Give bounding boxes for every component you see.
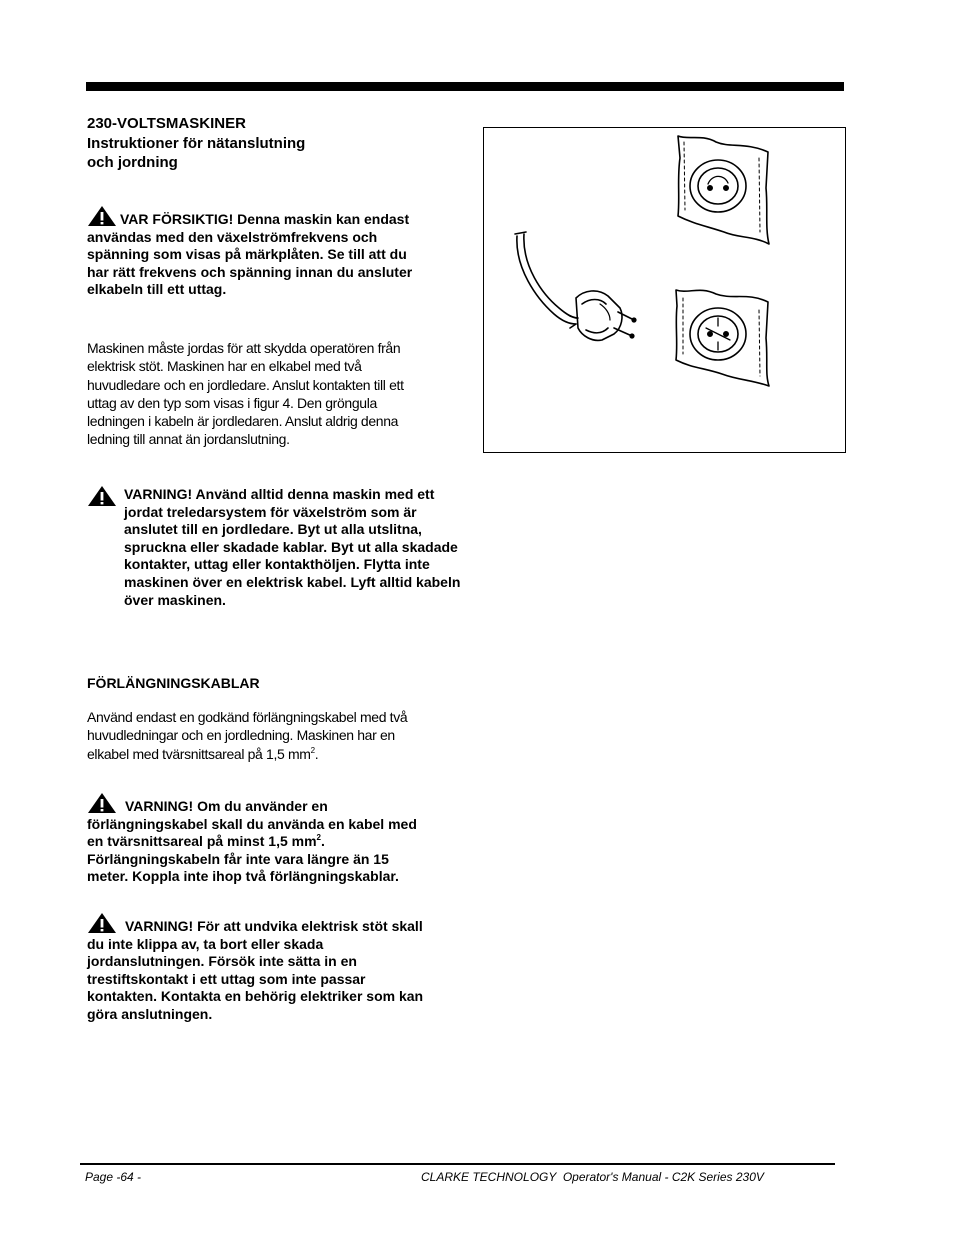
page-number: Page -64 -: [85, 1170, 142, 1184]
warning-triangle-icon: [87, 912, 117, 934]
grounding-paragraph: Maskinen måste jordas för att skydda operatören från elektrisk stöt. Maskinen har en elkabel med två huvudledare och en jordledare. Anslut kontakten till ett uttag av den typ som visas i figur 4. Den gröngula ledningen i kabeln är jordledaren. Anslut aldrig denna ledning till annat än jordanslutning.: [87, 340, 404, 448]
warning-triangle-icon: [87, 485, 117, 507]
superscript: 2: [310, 745, 315, 755]
heading-line-2: Instruktioner för nätanslutning: [87, 134, 306, 152]
extension-paragraph: [87, 708, 427, 763]
warning-shock-text: VARNING! För att undvika elektrisk stöt skall du inte klippa av, ta bort eller skada jordanslutningen. Försök inte sätta in en trestiftskontakt i ett uttag som inte passar kontakten. Kontakta en behörig elektriker som kan göra anslutningen.: [87, 918, 424, 1022]
header-rule: [86, 82, 844, 91]
warning-triangle-icon: [87, 205, 117, 227]
warning-triangle-icon: [87, 792, 117, 814]
warning-grounded-text: VARNING! Använd alltid denna maskin med ett jordat treledarsystem för växelström som är anslutet till en jordledare. Byt ut alla utslitna, spruckna eller skadade kablar. Byt ut alla skadade kontakter, uttag eller kontakthöljen. Flytta inte maskinen över en elektrisk kabel. Lyft alltid kabeln över maskinen.: [124, 486, 461, 608]
caution-block: [87, 205, 427, 299]
extension-heading: FÖRLÄNGNINGSKABLAR: [87, 675, 260, 691]
plug-and-wall-sockets-illustration: [484, 128, 845, 452]
warning-extension-text-b: . Förlängningskabeln får inte vara längre än 15 meter. Koppla inte ihop två förlängningskablar.: [87, 833, 399, 885]
manual-title: CLARKE TECHNOLOGY Operator's Manual - C2K Series 230V: [421, 1170, 764, 1184]
footer-rule: [80, 1163, 835, 1165]
section-heading: [87, 114, 427, 173]
extension-end: .: [314, 745, 319, 762]
warning-block-grounded: [87, 486, 464, 609]
heading-line-3: och jordning: [87, 154, 178, 171]
warning-block-shock: [87, 912, 427, 1024]
figure-plug-sockets: [483, 127, 846, 453]
heading-line-1: 230-VOLTSMASKINER: [87, 115, 246, 132]
warning-block-extension: [87, 792, 427, 886]
caution-text: VAR FÖRSIKTIG! Denna maskin kan endast användas med den växelströmfrekvens och spänning som visas på märkplåten. Se till att du har rätt frekvens och spänning innan du ansluter elkabeln till ett uttag.: [87, 211, 413, 298]
superscript: 2: [316, 833, 321, 843]
warning-extension-text-a: VARNING! Om du använder en förlängningskabel skall du använda en kabel med en tvärsnittsareal på minst 1,5 mm: [87, 798, 417, 850]
extension-text: Använd endast en godkänd förlängningskabel med två huvudledningar och en jordledning. Maskinen har en elkabel med tvärsnittsareal på 1,5 mm: [87, 709, 408, 762]
